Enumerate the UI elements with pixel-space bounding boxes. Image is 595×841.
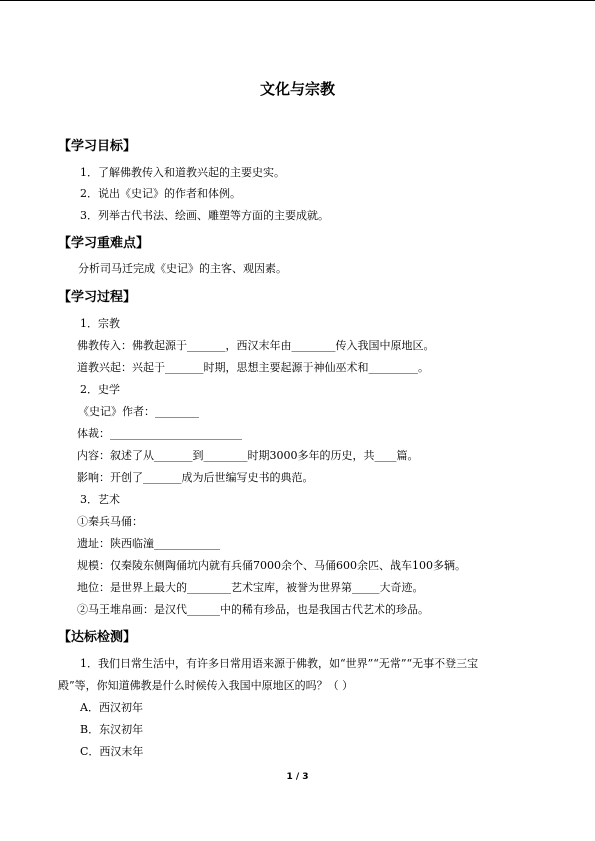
test-question-line: 殿”等，你知道佛教是什么时候传入我国中原地区的吗？（ ）	[58, 679, 354, 692]
goal-item: 2．说出《史记》的作者和体例。	[80, 187, 241, 200]
process-item: 规模：仅秦陵东侧陶俑坑内就有兵俑7000余个、马俑600余匹、战车100多辆。	[77, 559, 466, 572]
process-item: 遗址：陕西临潼____________	[77, 537, 220, 550]
section-heading-process: 【学习过程】	[58, 290, 137, 305]
process-item: 道教兴起：兴起于_______时期，思想主要起源于神仙巫术和_________。	[77, 361, 429, 374]
section-heading-test: 【达标检测】	[58, 630, 137, 645]
page-number: 1 / 3	[286, 772, 309, 782]
process-item: 3．艺术	[80, 493, 120, 506]
process-item: 地位：是世界上最大的________艺术宝库，被誉为世界第_____大奇迹。	[77, 581, 424, 594]
process-item: 内容：叙述了从_______到________时期3000多年的历史，共____篇。	[77, 449, 419, 462]
process-item: ①秦兵马俑：	[77, 515, 143, 528]
process-item: 2．史学	[80, 383, 120, 396]
top-rule	[0, 0, 595, 1]
goal-item: 3．列举古代书法、绘画、雕塑等方面的主要成就。	[80, 209, 329, 222]
test-option: A．西汉初年	[80, 701, 143, 714]
key-point-item: 分析司马迁完成《史记》的主客、观因素。	[78, 262, 287, 275]
section-heading-key-points: 【学习重难点】	[58, 236, 150, 251]
page-title: 文化与宗教	[259, 80, 335, 98]
section-heading-goals: 【学习目标】	[58, 139, 137, 154]
test-question-line: 1．我们日常生活中，有许多日常用语来源于佛教，如“世界”“无常”“无事不登三宝	[80, 657, 479, 670]
process-item: 1．宗教	[80, 317, 120, 330]
process-item: ②马王堆帛画：是汉代______中的稀有珍品，也是我国古代艺术的珍品。	[77, 603, 429, 616]
process-item: 《史记》作者：________	[78, 405, 199, 418]
test-option: C．西汉末年	[80, 745, 144, 758]
test-option: B．东汉初年	[80, 723, 144, 736]
process-item: 体裁：________________________	[77, 427, 242, 440]
process-item: 影响：开创了_______成为后世编写史书的典范。	[77, 471, 314, 484]
goal-item: 1．了解佛教传入和道教兴起的主要史实。	[80, 166, 285, 179]
process-item: 佛教传入：佛教起源于_______，西汉末年由________传入我国中原地区。	[77, 339, 435, 352]
